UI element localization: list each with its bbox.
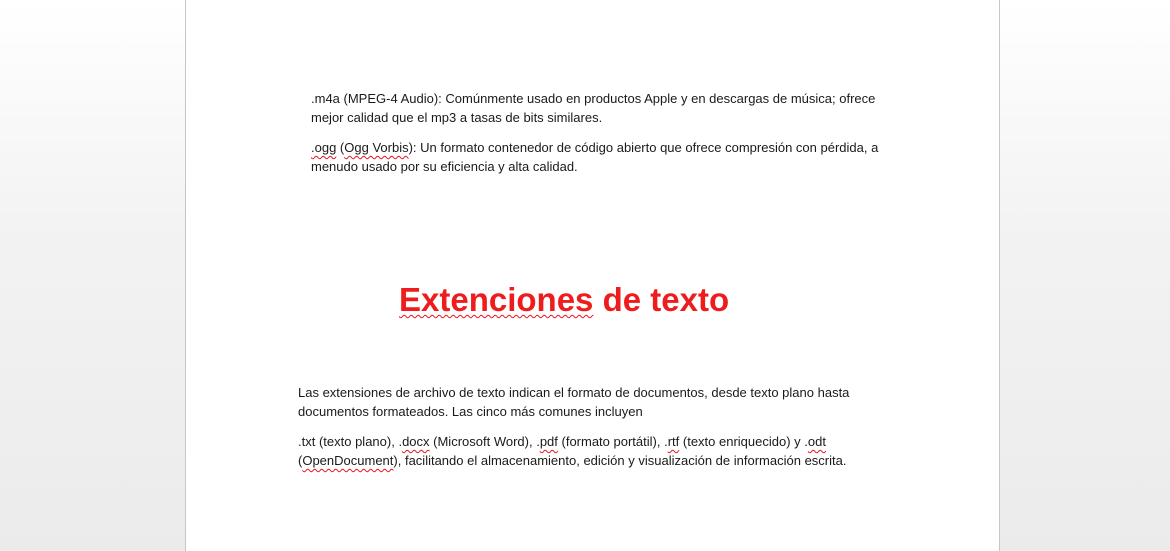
format-txt-desc: (texto plano), . — [315, 434, 403, 449]
format-rtf-desc: (texto enriquecido) y . — [679, 434, 808, 449]
format-docx-desc: (Microsoft Word), . — [429, 434, 540, 449]
format-pdf-desc: (formato portátil), . — [557, 434, 668, 449]
paragraph-m4a — [298, 89, 891, 127]
format-odt: odt — [807, 434, 826, 449]
heading-misspelled-word: Extenciones — [399, 281, 594, 318]
ogg-vorbis-name: Ogg Vorbis — [344, 140, 409, 155]
heading-rest: de texto — [593, 281, 730, 318]
paragraph-intro: Las extensiones de archivo de texto indican el formato de documentos, desde texto plano hasta documentos formateados. Las cinco más comunes incluyen — [298, 385, 850, 419]
document-page[interactable] — [185, 0, 1000, 551]
paragraph-ogg — [298, 138, 891, 176]
format-docx: docx — [402, 434, 430, 449]
paragraph-m4a-text: (MPEG-4 Audio): Comúnmente usado en productos Apple y en descargas de música; ofrece mejor calidad que el mp3 a tasas de bits similares. — [311, 91, 876, 125]
format-odt-open: ( — [298, 453, 303, 468]
format-txt: .txt — [298, 434, 316, 449]
format-opendocument: OpenDocument — [302, 453, 394, 468]
paragraph-ogg-text: ): Un formato contenedor de código abierto que ofrece compresión con pérdida, a menudo usado por su eficiencia y alta calidad. — [311, 140, 879, 174]
format-tail: ), facilitando el almacenamiento, edición y visualización de información escrita. — [393, 453, 847, 468]
format-pdf: pdf — [539, 434, 558, 449]
paragraph-formats — [298, 432, 878, 470]
section-heading — [399, 278, 729, 322]
extension-m4a: .m4a — [311, 91, 340, 106]
paragraph-ogg-open-paren: ( — [336, 140, 345, 155]
format-rtf: rtf — [667, 434, 680, 449]
extension-ogg: .ogg — [311, 140, 337, 155]
